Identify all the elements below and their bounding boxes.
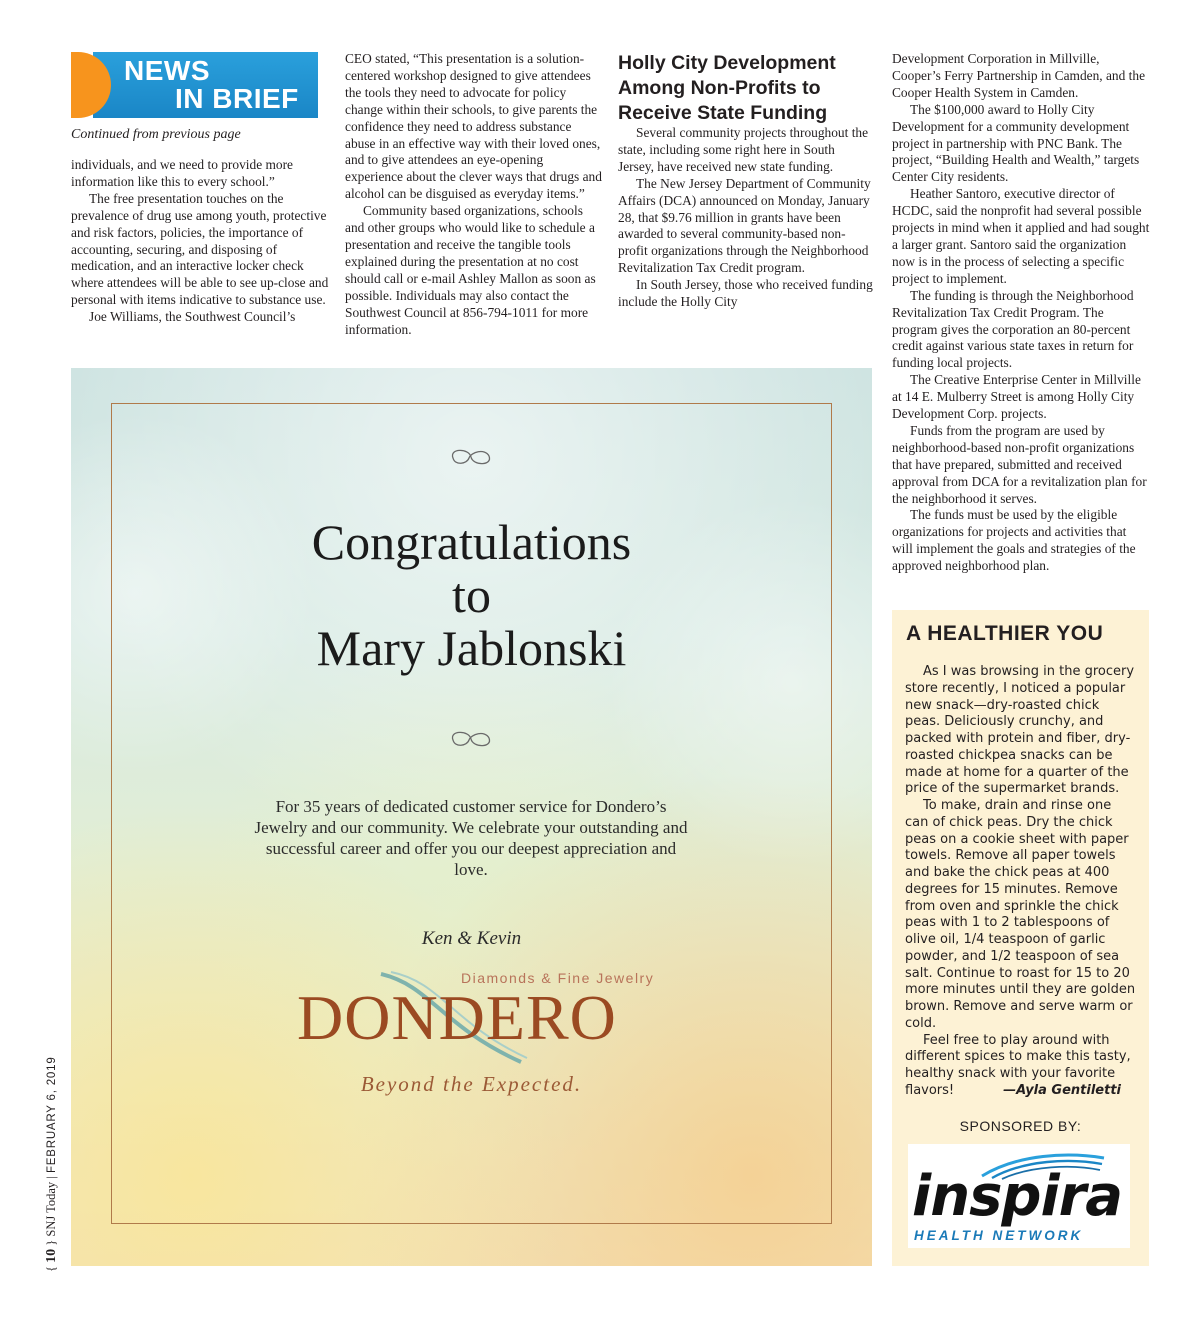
logo-line-in-brief: IN BRIEF [175,83,299,114]
col2-paragraph-1: CEO stated, “This presentation is a solution-centered workshop designed to give attendees the tools they need to advocate for policy change within their schools, to give parents the confidence they need to address substance abuse in an effective way with their loved ones, and to give attendees an eye-opening experience about the clever ways that drugs and alcohol can be disguised as everyday items.” [345,51,602,202]
article-headline: Holly City Development Among Non-Profits to Receive State Funding [618,52,836,124]
folio-brace-close: } [44,1239,58,1246]
col4-paragraph-3: Heather Santoro, executive director of HCDC, said the nonprofit had several possible projects in mind when it applied and had sought a larger grant. Santoro said the organization now is in the process of selecting a specific project to implement. [892,186,1150,286]
col1-paragraph-2: The free presentation touches on the prevalence of drug use among youth, protective and risk factors, policies, the importance of accounting, securing, and disposing of medication, and an interactive locker check where attendees will be able to see up-close and personal with items indicative to substance use. [71,190,329,308]
dondero-advertisement [71,368,872,1266]
inspira-logo [908,1144,1130,1248]
ad-signature: Ken & Kevin [421,928,522,949]
folio-brace-open: { [44,1266,58,1272]
healthier-you-sidebar [892,610,1149,1266]
dondero-subtitle: Diamonds & Fine Jewelry [461,970,655,986]
article-paragraph-2: The New Jersey Department of Community Affairs (DCA) announced on Monday, January 28, that $9.76 million in grants have been awarded to several community-based non-profit organizations through the Neighborhood Revitalization Tax Credit program. [618,175,871,276]
col4-paragraph-4: The funding is through the Neighborhood Revitalization Tax Credit Program. The program gives the corporation an 80-percent credit against various state taxes in return for funding local projects. [892,287,1134,371]
dondero-wordmark: DONDERO [297,982,617,1053]
page-number: 10 [44,1248,59,1263]
column-1 [71,157,329,326]
sidebar-title: A HEALTHIER YOU [906,622,1104,645]
col4-paragraph-7: The funds must be used by the eligible organizations for projects and activities that will implement the goals and strategies of the approved neighborhood plan. [892,507,1136,574]
flourish-ornament-bottom [447,728,495,750]
headline-to: to [452,567,491,623]
sidebar-paragraph-2: To make, drain and rinse one can of chick peas. Dry the chick peas on a cookie sheet with paper towels. Remove all paper towels and bake the chick peas at 400 degrees for 15 minutes. Remove from oven and sprinkle the chick peas with 1 to 2 tablespoons of olive oil, 1/4 teaspoon of garlic powder, and 1/2 teaspoon of sea salt. Continue to roast for 15 to 20 more minutes until they are golden brown. Remove and serve warm or cold. [905,798,1136,1031]
ad-message: For 35 years of dedicated customer service for Dondero’s Jewelry and our community. We celebrate your outstanding and successful career and offer you our deepest appreciation and love. [254,797,688,879]
col4-paragraph-6: Funds from the program are used by neighborhood-based non-profit organizations that have prepared, submitted and received approval from DCA for a revitalization plan for the neighborhood it serves. [892,422,1147,506]
inspira-subtitle: HEALTH NETWORK [914,1228,1084,1243]
column-4 [892,51,1150,575]
sidebar-paragraph-3-text: Feel free to play around with different spices to make this tasty, healthy snack with your favorite flavors! [905,1032,1131,1098]
column-2 [345,51,603,338]
logo-line-news: NEWS [124,55,210,86]
headline-honoree-name: Mary Jablonski [316,620,627,676]
flourish-ornament-top [447,446,495,468]
issue-date: FEBRUARY 6, 2019 [46,1056,58,1174]
ad-headline [71,516,872,675]
article-paragraph-3: In South Jersey, those who received funding include the Holly City [618,277,873,310]
article-paragraph-1: Several community projects throughout the state, including some right here in South Jersey, have received new state funding. [618,125,869,174]
col1-paragraph-3: Joe Williams, the Southwest Council’s [89,309,296,325]
col4-paragraph-1: Development Corporation in Millville, Cooper’s Ferry Partnership in Camden, and the Cooper Health System in Camden. [892,51,1146,100]
continued-note: Continued from previous page [71,127,241,142]
folio-separator: | [44,1176,58,1179]
dondero-tagline: Beyond the Expected. [360,1072,583,1096]
col4-paragraph-5: The Creative Enterprise Center in Millville at 14 E. Mulberry Street is among Holly City Development Corp. projects. [892,372,1141,422]
sidebar-paragraph-1: As I was browsing in the grocery store recently, I noticed a popular new snack—dry-roasted chick peas. Deliciously crunchy, and packed with protein and fiber, dry-roasted chickpea snacks can be made at home for a quarter of the price of the supermarket brands. [905,664,1135,797]
inspira-wordmark: inspira [912,1164,1123,1229]
col1-paragraph-1: individuals, and we need to provide more information like this to every school.” [71,157,294,189]
sponsored-by-label: SPONSORED BY: [959,1118,1082,1134]
page-folio [44,1056,60,1272]
col4-paragraph-2: The $100,000 award to Holly City Development for a community development project in partnership with PNC Bank. The project, “Building Health and Wealth,” targets Center City residents. [892,101,1140,185]
sidebar-author: —Ayla Gentiletti [1003,1082,1121,1098]
news-in-brief-logo [71,52,318,118]
headline-congratulations: Congratulations [311,514,632,570]
sidebar-paragraph-3 [905,1033,1137,1100]
column-3 [618,125,874,311]
sidebar-body [905,664,1137,1100]
publication-name: SNJ Today [44,1181,58,1237]
col2-paragraph-2: Community based organizations, schools and other groups who would like to schedule a presentation and receive the tangible tools explained during the presentation at no cost should call or e-mail Ashley Mallon as soon as possible. Individuals may also contact the Southwest Council at 856-794-1011 for more information. [345,203,596,337]
